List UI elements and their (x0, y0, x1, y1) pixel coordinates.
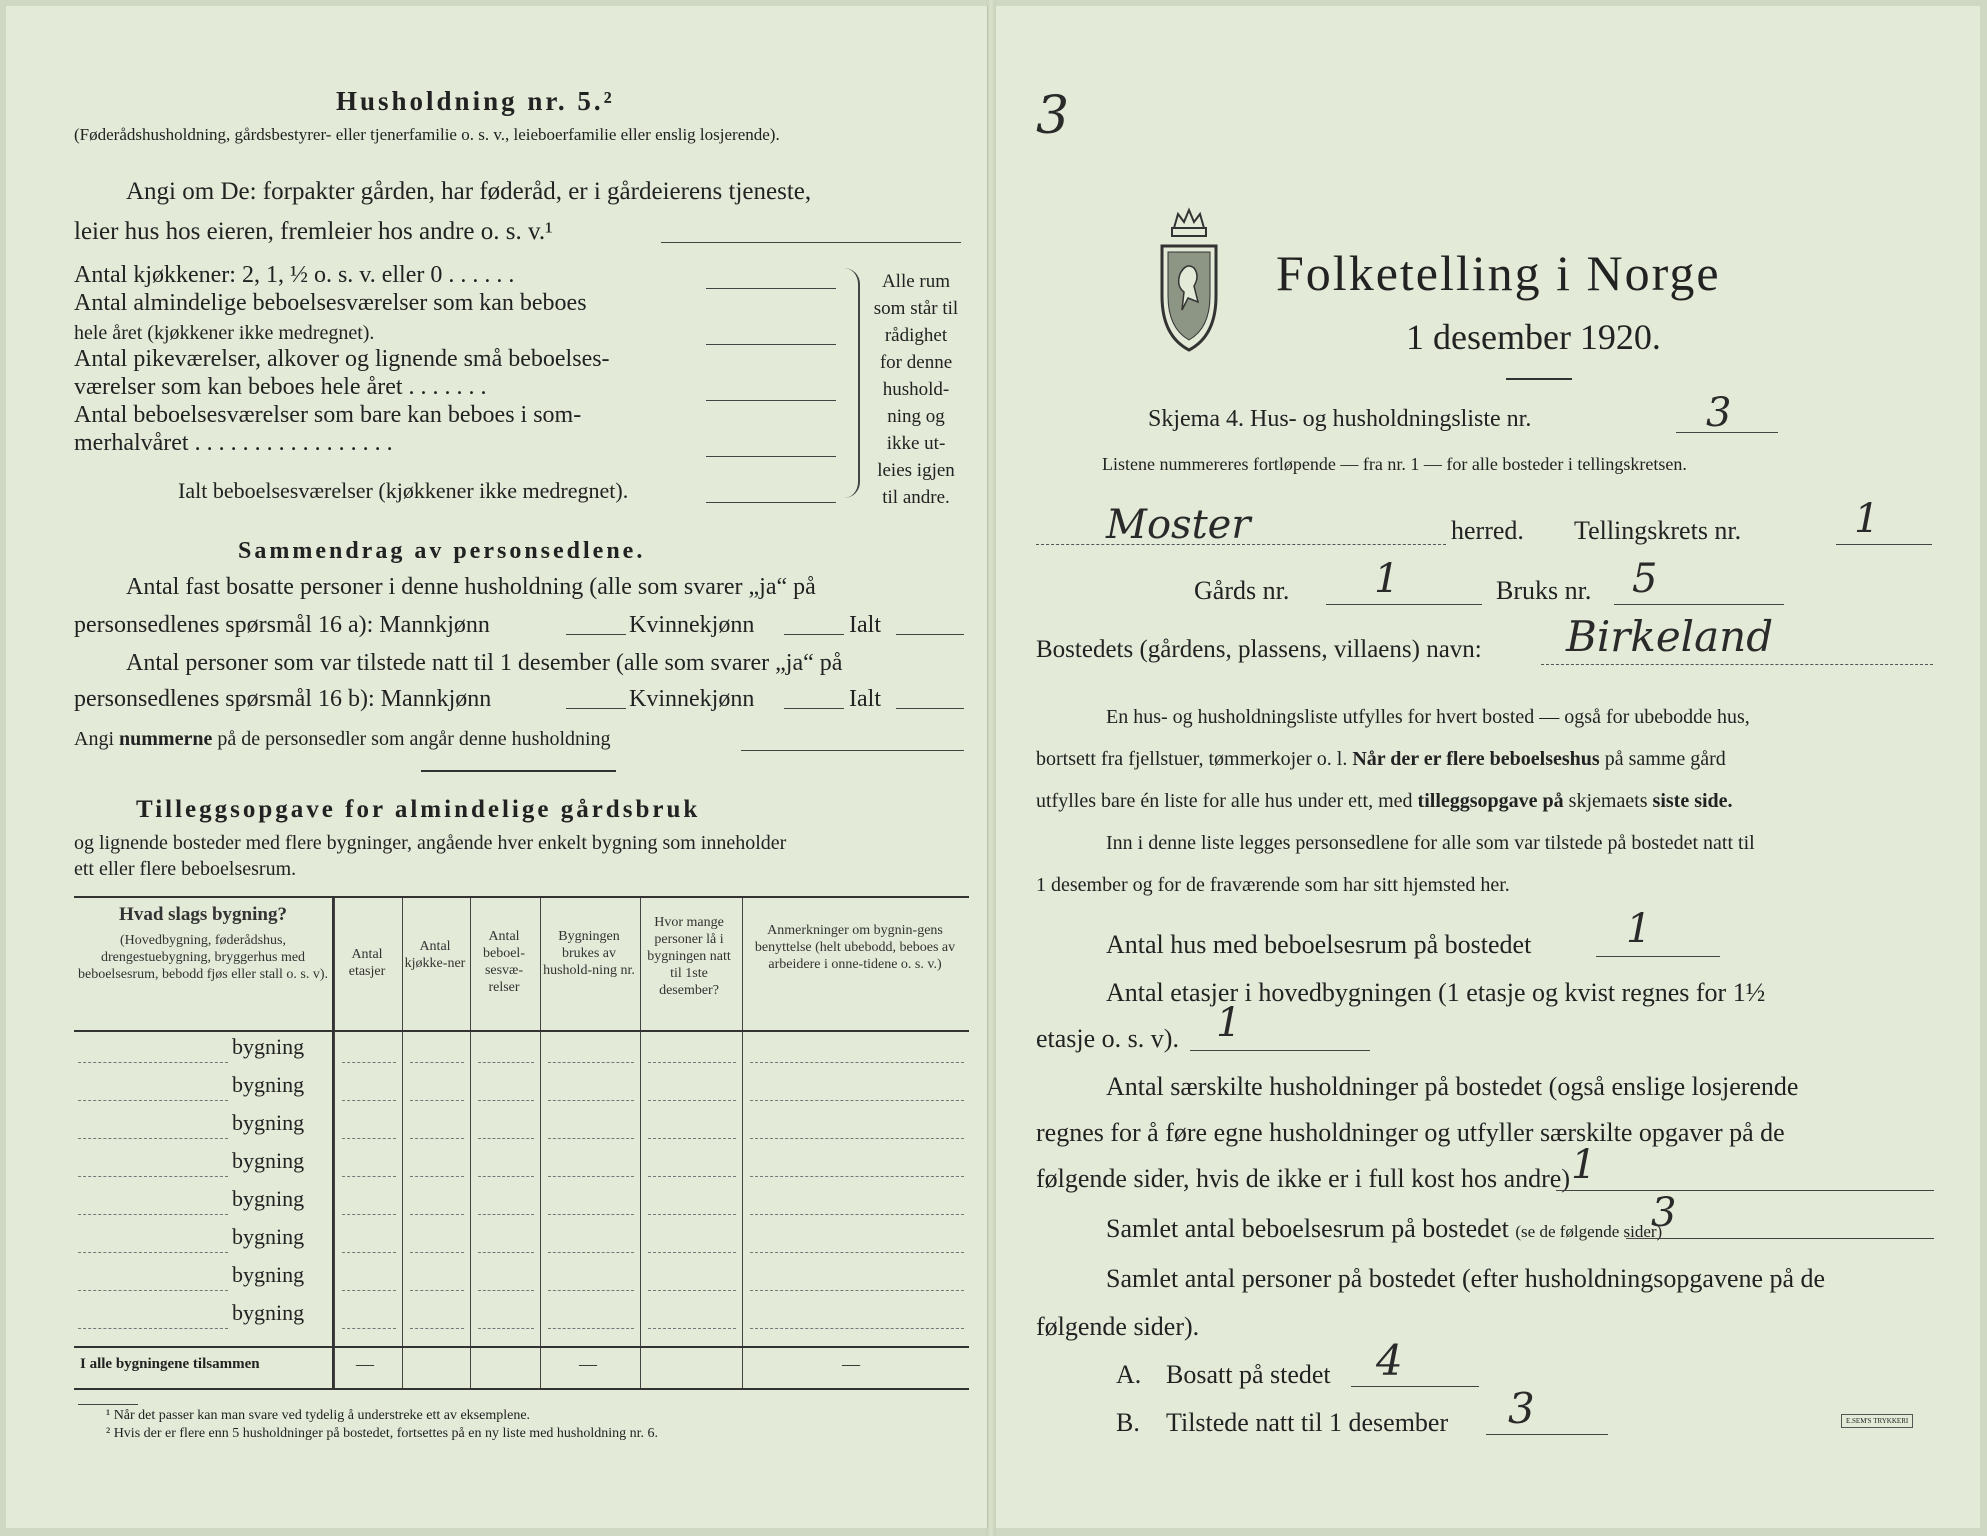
angi-line-2: leier hus hos eieren, fremleier hos andre o. s. v.¹ (74, 218, 553, 245)
table-cell-line (548, 1290, 634, 1291)
table-cell-line (750, 1138, 964, 1139)
table-cell-line (342, 1214, 396, 1215)
instruction-2a: bortsett fra fjellstuer, tømmerkojer o. l. (1036, 748, 1348, 770)
bygning-row-label: bygning (232, 1148, 305, 1173)
table-cell-line (410, 1252, 464, 1253)
bygning-row-label: bygning (232, 1110, 305, 1135)
kvinnekjonn-2: Kvinnekjønn (629, 686, 755, 712)
angi-line-1: Angi om De: forpakter gården, har føderåd, er i gårdeierens tjeneste, (126, 178, 812, 205)
table-cell-line (410, 1138, 464, 1139)
brace-note-line: til andre. (882, 487, 950, 508)
instruction-2c: på samme gård (1604, 748, 1726, 770)
bruks-label: Bruks nr. (1496, 576, 1592, 605)
instruction-3a: utfylles bare én liste for alle hus under ett, med (1036, 790, 1413, 812)
nummerne-word: nummerne (119, 728, 213, 750)
household-subtitle: (Føderådshusholdning, gårdsbestyrer- eller tjenerfamilie o. s. v., leieboerfamilie eller enslig losjerende). (74, 125, 780, 144)
angi-word: Angi (74, 728, 114, 750)
brace-note-line: Alle rum (881, 271, 951, 292)
header-line (74, 1030, 969, 1032)
answer-line (1351, 1386, 1479, 1387)
total-row-label: I alle bygningene tilsammen (80, 1356, 260, 1372)
antal-hus-value: 1 (1626, 906, 1652, 952)
table-cell-line (342, 1100, 396, 1101)
bygning-row-line (78, 1290, 228, 1291)
header-persons: Hvor mange personer lå i bygningen natt til 1ste desember? (647, 915, 731, 998)
answer-line (706, 400, 836, 401)
bruks-value: 5 (1632, 556, 1658, 602)
saerskilte-label-2: regnes for å føre egne husholdninger og utfyller særskilte opgaver på de (1036, 1118, 1785, 1147)
listene-note: Listene nummereres fortløpende — fra nr. 1 — for alle bosteder i tellingskretsen. (1102, 454, 1687, 474)
column-line (742, 898, 743, 1388)
answer-line (1556, 1190, 1934, 1191)
table-cell-line (648, 1290, 736, 1291)
answer-line (706, 502, 836, 503)
gards-value: 1 (1374, 556, 1400, 602)
household-title: Husholdning nr. 5.² (336, 86, 615, 116)
bygning-row-label: bygning (232, 1072, 305, 1097)
table-cell-line (750, 1328, 964, 1329)
column-line (640, 898, 641, 1388)
table-cell-line (478, 1290, 534, 1291)
answer-line (784, 634, 844, 635)
table-cell-line (548, 1252, 634, 1253)
herred-value: Moster (1106, 502, 1251, 548)
b-value: 3 (1508, 1384, 1535, 1433)
sammendrag-p2a: Antal personer som var tilstede natt til 1 desember (alle som svarer „ja“ på (126, 650, 843, 676)
sammendrag-title: Sammendrag av personsedlene. (238, 538, 646, 564)
sammendrag-p2b: personsedlenes spørsmål 16 b): Mannkjønn (74, 686, 492, 712)
table-cell-line (548, 1214, 634, 1215)
rooms-summer-2: merhalvåret . . . . . . . . . . . . . . . . . (74, 430, 393, 456)
b-text: Tilstede natt til 1 desember (1166, 1408, 1449, 1437)
table-cell-line (648, 1328, 736, 1329)
printer-stamp: E.SEM'S TRYKKERI (1841, 1414, 1913, 1428)
answer-line (784, 708, 844, 709)
bygning-row-line (78, 1328, 228, 1329)
tillegg-sub-2: ett eller flere beboelsesrum. (74, 858, 297, 880)
table-cell-line (478, 1252, 534, 1253)
header-building-type: Hvad slags bygning? (119, 904, 287, 925)
section-divider (421, 770, 616, 772)
samlet-rum-text: Samlet antal beboelsesrum på bostedet (1106, 1214, 1509, 1243)
table-cell-line (342, 1252, 396, 1253)
column-line (334, 898, 335, 1388)
bosted-value: Birkeland (1566, 612, 1774, 661)
table-cell-line (478, 1062, 534, 1063)
skjema-label: Skjema 4. Hus- og husholdningsliste nr. (1148, 406, 1532, 432)
left-page (6, 6, 988, 1528)
brace (844, 268, 860, 498)
title-divider (1506, 378, 1572, 380)
table-cell-line (648, 1138, 736, 1139)
table-cell-line (648, 1214, 736, 1215)
table-cell-line (342, 1138, 396, 1139)
table-cell-line (342, 1062, 396, 1063)
table-cell-line (410, 1290, 464, 1291)
answer-line (1596, 956, 1720, 957)
header-building-type-note: (Hovedbygning, føderådshus, drengestuebygning, bryggerhus med beboelsesrum, bebodd fjøs eller stall o. s. v). (78, 933, 329, 982)
answer-line (1626, 1238, 1934, 1239)
etasjer-value: 1 (1216, 1000, 1242, 1046)
etasjer-label-2: etasje o. s. v). (1036, 1024, 1179, 1053)
rooms-small-2: værelser som kan beboes hele året . . . . . . . (74, 374, 487, 400)
footnote-rule (78, 1404, 138, 1405)
brace-note-line: som står til (873, 298, 959, 319)
table-cell-line (548, 1328, 634, 1329)
instruction-1: En hus- og husholdningsliste utfylles for hvert bosted — også for ubebodde hus, (1106, 706, 1750, 728)
tillegg-sub-1: og lignende bosteder med flere bygninger, angående hver enkelt bygning som inneholder (74, 832, 787, 854)
header-household: Bygningen brukes av hushold-ning nr. (543, 929, 635, 978)
saerskilte-label: Antal særskilte husholdninger på bostedet (også enslige losjerende (1106, 1072, 1799, 1101)
table-cell-line (478, 1176, 534, 1177)
table-cell-line (342, 1176, 396, 1177)
header-kitchens: Antal kjøkke-ner (404, 939, 466, 971)
instruction-2 (1036, 748, 1726, 771)
table-cell-line (410, 1328, 464, 1329)
antal-hus-label: Antal hus med beboelsesrum på bostedet (1106, 930, 1532, 959)
answer-line (1541, 664, 1933, 665)
table-cell-line (648, 1100, 736, 1101)
page-number: 3 (1036, 86, 1070, 146)
norway-coat-of-arms-icon (1156, 206, 1222, 356)
samlet-rum-note: (se de følgende sider) (1515, 1222, 1663, 1241)
answer-line (1836, 544, 1932, 545)
table-cell-line (750, 1290, 964, 1291)
rooms-summer: Antal beboelsesværelser som bare kan beboes i som- (74, 402, 582, 428)
rooms-total: Ialt beboelsesværelser (kjøkkener ikke medregnet). (178, 478, 629, 503)
table-cell-line (648, 1176, 736, 1177)
bygning-row-line (78, 1062, 228, 1063)
answer-line (566, 634, 626, 635)
header-floors: Antal etasjer (348, 947, 386, 979)
tellingskrets-label: Tellingskrets nr. (1574, 516, 1742, 545)
bygning-row-label: bygning (232, 1262, 305, 1287)
answer-line (1614, 604, 1784, 605)
bygning-row-label: bygning (232, 1186, 305, 1211)
table-cell-line (410, 1100, 464, 1101)
column-line (470, 898, 471, 1388)
answer-line (896, 708, 964, 709)
instruction-3b: tilleggsopgave på (1417, 790, 1564, 812)
table-cell-line (750, 1062, 964, 1063)
answer-line (1190, 1050, 1370, 1051)
samlet-pers-label-2: følgende sider). (1036, 1312, 1200, 1341)
census-title: Folketelling i Norge (1276, 245, 1721, 301)
bygning-row-label: bygning (232, 1300, 305, 1325)
table-cell-line (478, 1328, 534, 1329)
instruction-3d: siste side. (1652, 790, 1733, 812)
bygning-row-line (78, 1138, 228, 1139)
instruction-5: 1 desember og for de fraværende som har sitt hjemsted her. (1036, 874, 1510, 896)
table-cell-line (548, 1100, 634, 1101)
column-line (540, 898, 541, 1388)
angi-answer-line (661, 242, 961, 243)
samlet-rum-label (1106, 1214, 1662, 1244)
angi-nummerne (74, 728, 611, 751)
table-cell-line (750, 1100, 964, 1101)
answer-line (706, 288, 836, 289)
etasjer-label: Antal etasjer i hovedbygningen (1 etasje og kvist regnes for 1½ (1106, 978, 1766, 1007)
table-cell-line (410, 1176, 464, 1177)
table-cell-line (648, 1252, 736, 1253)
instruction-3c: skjemaets (1568, 790, 1648, 812)
brace-note-line: ikke ut- (886, 433, 946, 454)
bosted-label: Bostedets (gårdens, plassens, villaens) navn: (1036, 636, 1482, 663)
answer-line (741, 750, 964, 751)
bygning-row-line (78, 1252, 228, 1253)
table-cell-line (648, 1062, 736, 1063)
table-cell-line (548, 1176, 634, 1177)
total-dash: — (842, 1354, 860, 1374)
bygning-row-label: bygning (232, 1034, 305, 1059)
skjema-nr-value: 3 (1706, 390, 1732, 436)
brace-note-line: for denne (879, 352, 953, 373)
total-line (74, 1346, 969, 1348)
table-cell-line (750, 1176, 964, 1177)
table-cell-line (342, 1328, 396, 1329)
total-dash: — (356, 1354, 374, 1374)
saerskilte-label-3: følgende sider, hvis de ikke er i full kost hos andre) (1036, 1164, 1570, 1193)
bygning-row-line (78, 1100, 228, 1101)
a-text: Bosatt på stedet (1166, 1360, 1331, 1389)
brace-note-line: leies igjen (877, 460, 955, 481)
ialt-2: Ialt (849, 686, 881, 712)
footnote-2: ² Hvis der er flere enn 5 husholdninger på bostedet, fortsettes på en ny liste med husholdning nr. 6. (106, 1426, 659, 1441)
a-label: A. (1116, 1360, 1142, 1389)
answer-line (1486, 1434, 1608, 1435)
table-cell-line (750, 1214, 964, 1215)
brace-note-line: hushold- (882, 379, 950, 400)
kvinnekjonn-1: Kvinnekjønn (629, 612, 755, 638)
sammendrag-p1a: Antal fast bosatte personer i denne husholdning (alle som svarer „ja“ på (126, 574, 816, 600)
right-page (996, 6, 1980, 1528)
answer-line (706, 456, 836, 457)
bygning-row-line (78, 1176, 228, 1177)
rooms-small: Antal pikeværelser, alkover og lignende små beboelses- (74, 346, 610, 372)
answer-line (1326, 604, 1482, 605)
header-rooms: Antal beboel-sesvæ-relser (483, 929, 525, 995)
brace-note-line: rådighet (884, 325, 948, 346)
rooms-ordinary: Antal almindelige beboelsesværelser som kan beboes (74, 290, 587, 316)
a-value: 4 (1376, 1336, 1403, 1385)
census-date: 1 desember 1920. (1406, 317, 1661, 357)
building-table (74, 896, 969, 1390)
sammendrag-p1b: personsedlenes spørsmål 16 a): Mannkjønn (74, 612, 490, 638)
table-cell-line (478, 1214, 534, 1215)
table-cell-line (478, 1100, 534, 1101)
ialt-1: Ialt (849, 612, 881, 638)
answer-line (706, 344, 836, 345)
samlet-rum-value: 3 (1651, 1190, 1677, 1236)
footnote-1: ¹ Når det passer kan man svare ved tydelig å understreke ett av eksemplene. (106, 1408, 531, 1423)
table-cell-line (750, 1252, 964, 1253)
header-remarks: Anmerkninger om bygnin-gens benyttelse (helt ubebodd, beboes av arbeidere i onne-tidene o. s. v.) (754, 923, 956, 972)
rooms-ordinary-2: hele året (kjøkkener ikke medregnet). (74, 322, 375, 344)
b-label: B. (1116, 1408, 1140, 1437)
brace-note (864, 268, 968, 511)
tellingskrets-value: 1 (1854, 496, 1880, 542)
samlet-pers-label: Samlet antal personer på bostedet (efter husholdningsopgavene på de (1106, 1264, 1826, 1293)
table-cell-line (478, 1138, 534, 1139)
instruction-2b: Når der er flere beboelseshus (1352, 748, 1600, 770)
answer-line (896, 634, 964, 635)
total-dash: — (579, 1354, 597, 1374)
answer-line (566, 708, 626, 709)
rooms-kitchens: Antal kjøkkener: 2, 1, ½ o. s. v. eller 0 . . . . . . (74, 262, 515, 288)
saerskilte-value: 1 (1571, 1142, 1597, 1188)
angi-rest: på de personsedler som angår denne husholdning (217, 728, 611, 750)
table-cell-line (410, 1062, 464, 1063)
bygning-row-line (78, 1214, 228, 1215)
bygning-row-label: bygning (232, 1224, 305, 1249)
table-cell-line (548, 1062, 634, 1063)
instruction-3 (1036, 790, 1733, 813)
column-line (402, 898, 403, 1388)
table-cell-line (410, 1214, 464, 1215)
herred-label: herred. (1451, 516, 1524, 545)
table-cell-line (342, 1290, 396, 1291)
brace-note-line: ning og (887, 406, 945, 427)
table-cell-line (548, 1138, 634, 1139)
tillegg-title: Tilleggsopgave for almindelige gårdsbruk (136, 796, 701, 823)
gards-label: Gårds nr. (1194, 576, 1290, 605)
instruction-4: Inn i denne liste legges personsedlene for alle som var tilstede på bostedet natt til (1106, 832, 1755, 854)
